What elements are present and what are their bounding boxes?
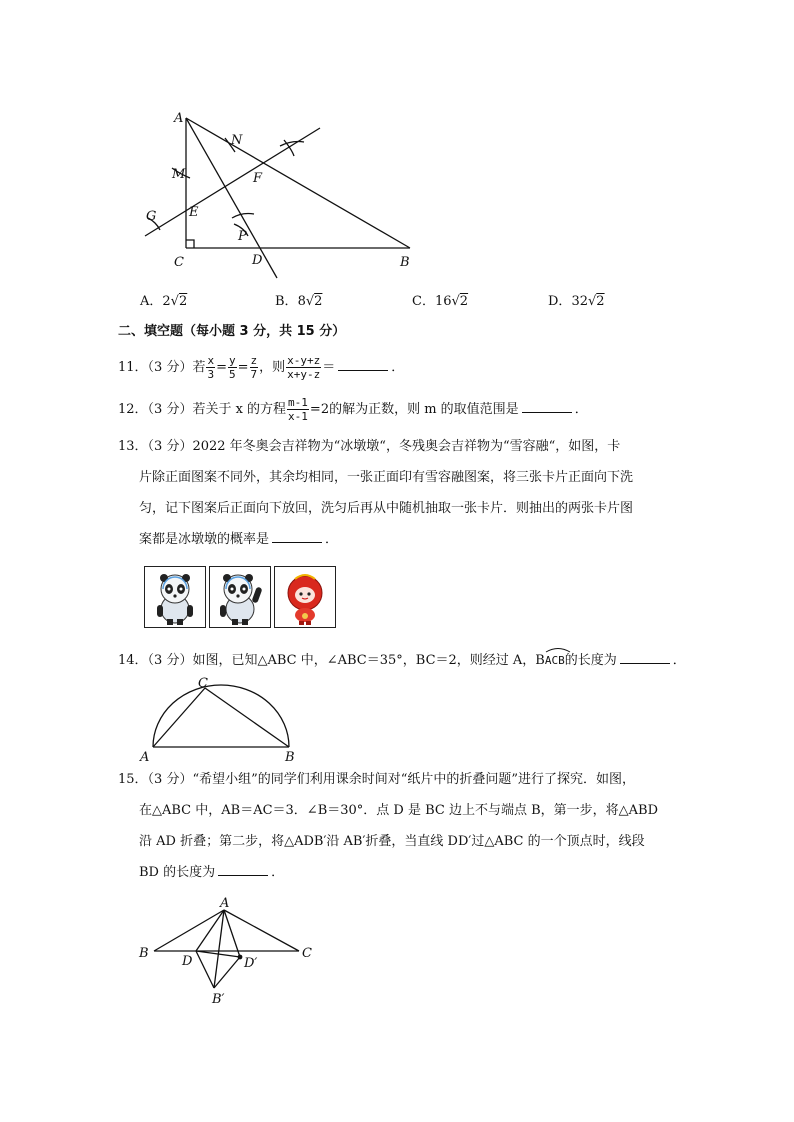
label-A: A bbox=[220, 896, 230, 911]
answer-blank-12[interactable] bbox=[522, 400, 572, 413]
label-B: B bbox=[139, 946, 149, 961]
option-d[interactable]: D．32√2 bbox=[548, 294, 605, 309]
label-C: C bbox=[302, 946, 312, 961]
label-B: B bbox=[285, 750, 295, 765]
section-title: 二、填空题（每小题 3 分，共 15 分） bbox=[118, 324, 346, 339]
question-14: 14．（3 分）如图，已知△ABC 中，∠ABC＝35°，BC＝2，则经过 A，B ACB的长度为 ． bbox=[118, 651, 686, 671]
question-15-line-3: 沿 AD 折叠；第二步，将△ADB′沿 AB′折叠，当直线 DD′过△ABC 的一个顶点时，线段 bbox=[139, 834, 645, 849]
label-D: D bbox=[182, 954, 193, 969]
label-D: D bbox=[252, 253, 263, 268]
question-15-line-2: 在△ABC 中，AB＝AC＝3．∠B＝30°．点 D 是 BC 边上不与端点 B，第一步，将△ABD bbox=[139, 803, 659, 818]
panda-mascot-icon bbox=[210, 567, 270, 627]
question-13-line-2: 片除正面图案不同外，其余均相同，一张正面印有雪容融图案，将三张卡片正面向下洗 bbox=[139, 470, 634, 485]
card-shuey-rhon-rhon bbox=[274, 566, 336, 628]
question-13-line-3: 匀，记下图案后正面向下放回，洗匀后再从中随机抽取一张卡片．则抽出的两张卡片图 bbox=[139, 501, 634, 516]
card-bing-dwen-dwen-1 bbox=[144, 566, 206, 628]
label-G: G bbox=[146, 209, 157, 224]
label-B: B bbox=[400, 255, 410, 270]
answer-blank-14[interactable] bbox=[620, 651, 670, 664]
question-15-line-4: BD 的长度为 ． bbox=[139, 865, 285, 880]
label-B-prime: B′ bbox=[212, 992, 225, 1007]
label-C: C bbox=[174, 255, 184, 270]
question-13-line-4: 案都是冰墩墩的概率是 ． bbox=[139, 532, 339, 547]
panda-mascot-icon bbox=[145, 567, 205, 627]
answer-blank-15[interactable] bbox=[218, 863, 268, 876]
figure-folding-triangle bbox=[134, 893, 324, 1013]
label-E: E bbox=[189, 205, 199, 220]
lantern-mascot-icon bbox=[275, 567, 335, 627]
question-13-line-1: 13．（3 分）2022 年冬奥会吉祥物为“冰墩墩“，冬残奥会吉祥物为“雪容融“，如图，卡 bbox=[118, 439, 621, 454]
card-bing-dwen-dwen-2 bbox=[209, 566, 271, 628]
option-a[interactable]: A．2√2 bbox=[140, 294, 188, 309]
option-b[interactable]: B．8√2 bbox=[275, 294, 323, 309]
label-P: P bbox=[238, 229, 247, 244]
label-A: A bbox=[140, 750, 150, 765]
question-15-line-1: 15．（3 分）“希望小组”的同学们利用课余时间对“纸片中的折叠问题”进行了探究．如图， bbox=[118, 772, 636, 787]
question-12: 12．（3 分）若关于 x 的方程 $\frac{m-1}{x-1}$ =2的解为正数，则 m 的取值范围是 ． bbox=[118, 396, 588, 423]
label-N: N bbox=[231, 133, 243, 148]
label-C: C bbox=[198, 676, 208, 691]
label-M: M bbox=[172, 167, 186, 182]
answer-blank-11[interactable] bbox=[338, 358, 388, 371]
option-c[interactable]: C．16√2 bbox=[412, 294, 469, 309]
label-F: F bbox=[253, 171, 263, 186]
label-D-prime: D′ bbox=[244, 956, 258, 971]
figure-arc-triangle bbox=[136, 675, 306, 765]
answer-blank-13[interactable] bbox=[272, 530, 322, 543]
figure-right-triangle-construction bbox=[130, 100, 430, 280]
label-A: A bbox=[174, 111, 184, 126]
question-11: 11．（3 分）若 $\frac{x}{3}$ = $\frac{y}{5}$ = $\frac{z}{7}$ ，则 $\frac{x-y+z}{x+y-z}$ ＝ ． bbox=[118, 354, 405, 381]
